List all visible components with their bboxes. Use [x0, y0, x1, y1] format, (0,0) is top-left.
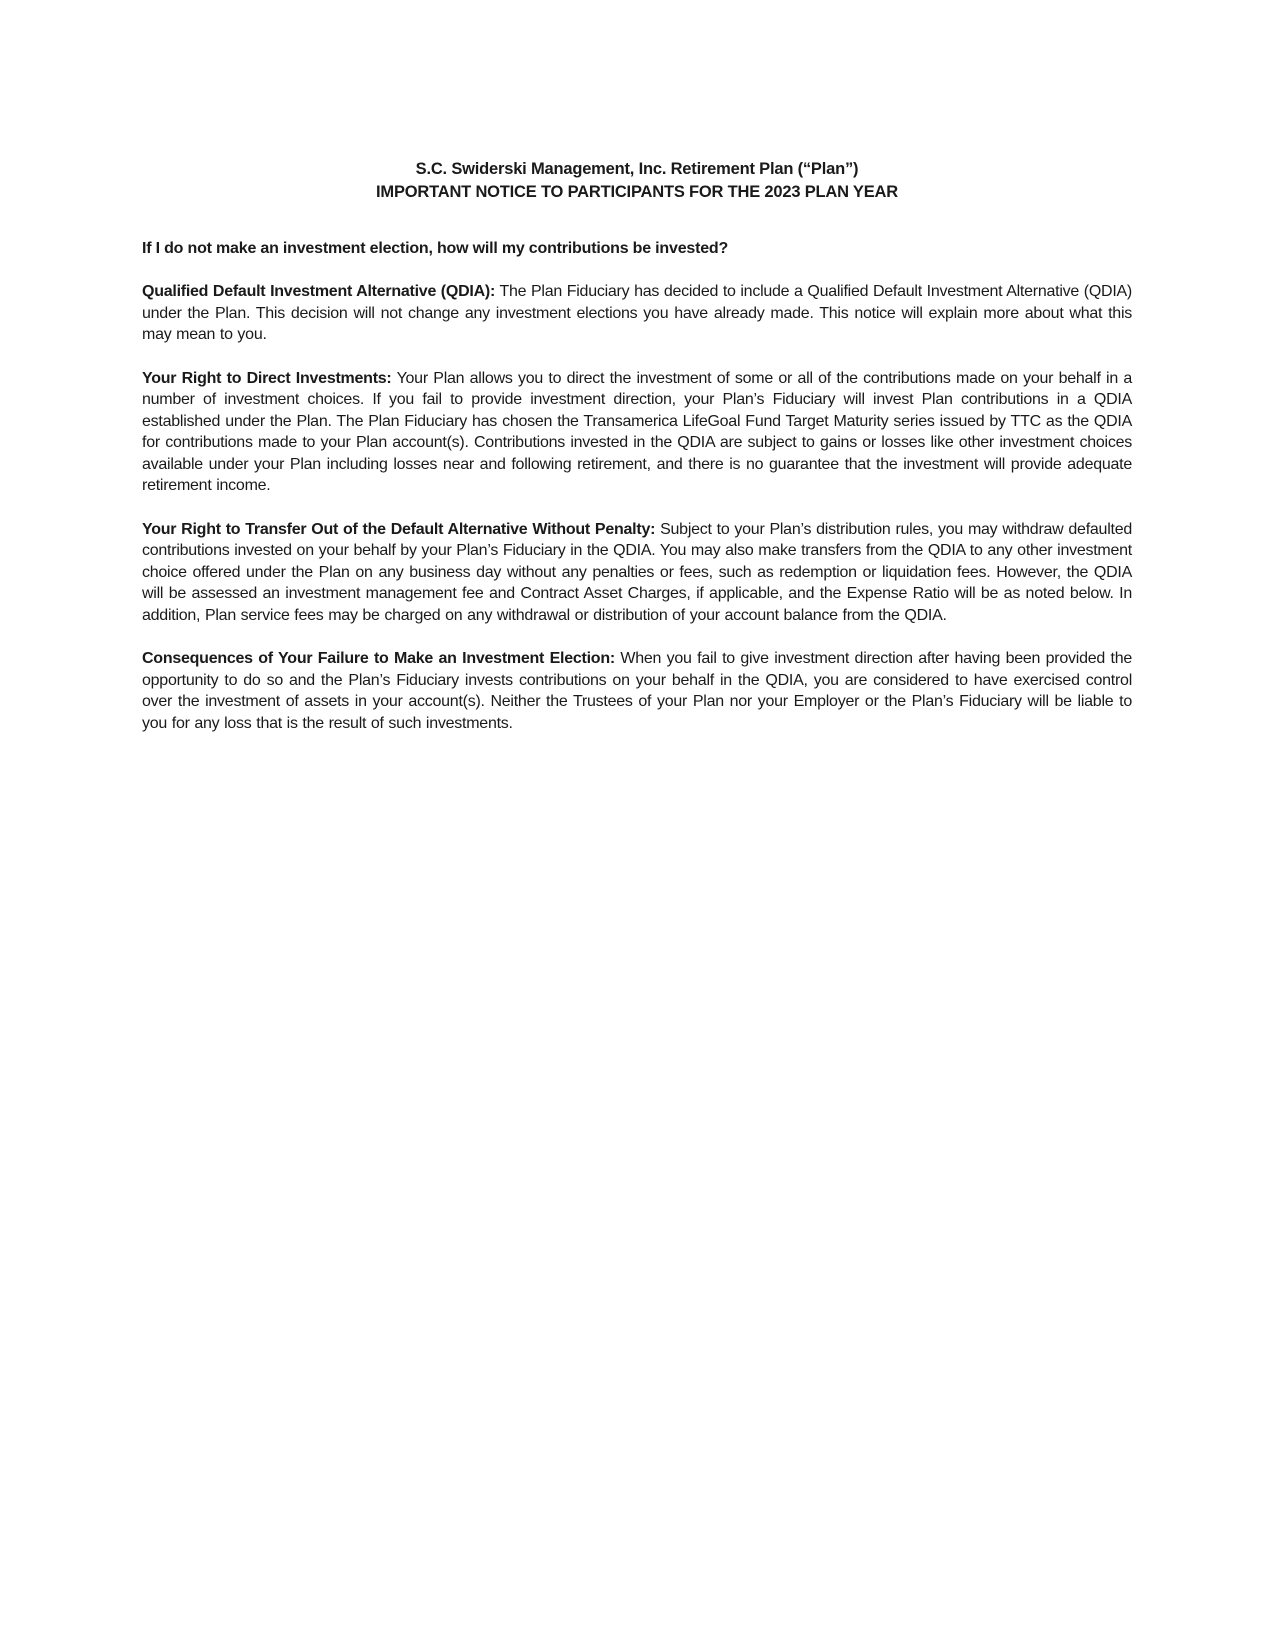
paragraph-transfer-out-lead: Your Right to Transfer Out of the Default Alternative Without Penalty: — [142, 520, 656, 538]
question-heading: If I do not make an investment election, how will my contributions be invested? — [142, 240, 729, 257]
paragraph-transfer-out-body: Subject to your Plan’s distribution rules, you may withdraw defaulted contributions invested on your behalf by your Plan’s Fiduciary in the QDIA. You may also make transfers from the QDIA to any other investment choice offered under the Plan on any business day without any penalties or fees, such as redemption or liquidation fees. However, the QDIA will be assessed an investment management fee and Contract Asset Charges, if applicable, and the Expense Ratio will be as noted below. In addition, Plan service fees may be charged on any withdrawal or distribution of your account balance from the QDIA. — [142, 520, 1132, 624]
paragraph-qdia-lead: Qualified Default Investment Alternative (QDIA): — [142, 283, 496, 300]
paragraph-consequences-lead: Consequences of Your Failure to Make an Investment Election: — [142, 650, 615, 667]
document-title-line1: S.C. Swiderski Management, Inc. Retirement Plan (“Plan”) — [415, 160, 859, 178]
paragraph-direct-investments-body: Your Plan allows you to direct the investment of some or all of the contributions made on your behalf in a number of investment choices. If you fail to provide investment direction, your Plan’s Fiduciary will invest Plan contributions in a QDIA established under the Plan. The Plan Fiduciary has chosen the Transamerica LifeGoal Fund Target Maturity series issued by TTC as the QDIA for contributions made to your Plan account(s). Contributions invested in the QDIA are subject to gains or losses like other investment choices available under your Plan including losses near and following retirement, and there is no guarantee that the investment will provide adequate retirement income. — [142, 369, 1132, 494]
paragraph-direct-investments-lead: Your Right to Direct Investments: — [142, 369, 392, 387]
paragraph-transfer-out — [142, 519, 1132, 627]
paragraph-direct-investments — [142, 368, 1132, 497]
document-title-line2: IMPORTANT NOTICE TO PARTICIPANTS FOR THE 2023 PLAN YEAR — [376, 183, 898, 201]
paragraph-consequences-body: When you fail to give investment direction after having been provided the opportunity to do so and the Plan’s Fiduciary invests contributions on your behalf in the QDIA, you are considered to have exercised control over the investment of assets in your account(s). Neither the Trustees of your Plan nor your Employer or the Plan’s Fiduciary will be liable to you for any loss that is the result of such investments. — [142, 650, 1132, 732]
paragraph-qdia-body: The Plan Fiduciary has decided to include a Qualified Default Investment Alternative (QDIA) under the Plan. This decision will not change any investment elections you have already made. This notice will explain more about what this may mean to you. — [142, 283, 1133, 343]
paragraph-consequences — [142, 648, 1132, 734]
paragraph-qdia — [142, 281, 1132, 346]
document-title — [142, 158, 1132, 204]
